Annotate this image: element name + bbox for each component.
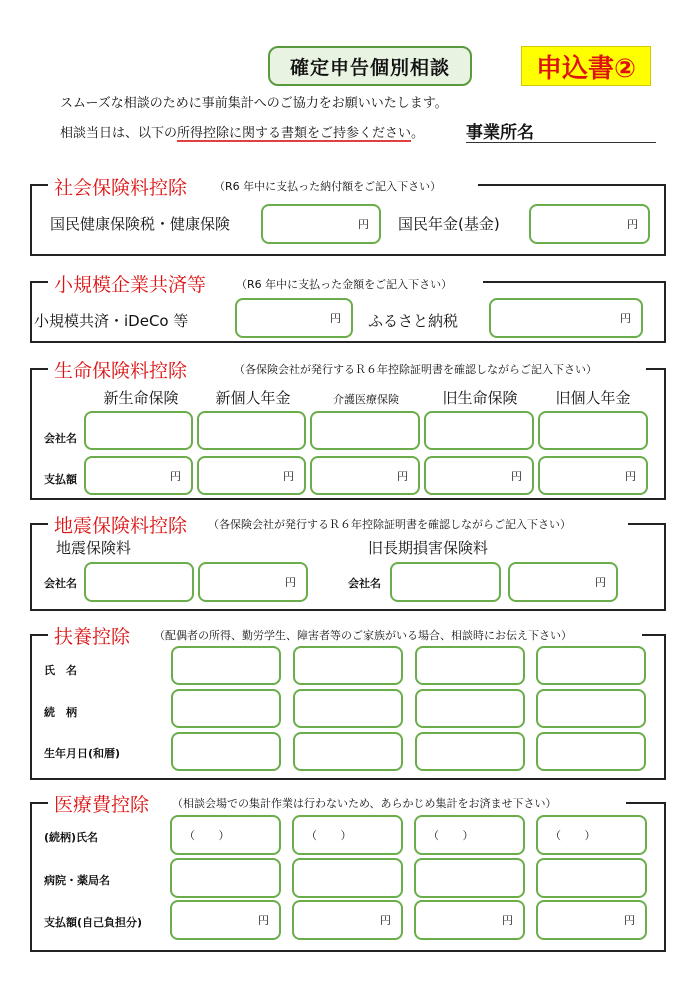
medical-payment-field[interactable]: 円 xyxy=(536,900,647,940)
medical-note: （相談会場での集計作業は行わないため、あらかじめ集計をお済ませ下さい） xyxy=(172,797,557,810)
intro-line-2-a: 相談当日は、以下の xyxy=(60,126,178,141)
small-business-ideco-label: 小規模共済・iDeCo 等 xyxy=(34,312,189,330)
life-company-field[interactable] xyxy=(84,411,193,450)
medical-hospital-label: 病院・薬局名 xyxy=(44,874,110,887)
intro-line-2-emphasis: 所得控除に関する書類をご持参ください xyxy=(177,126,412,141)
hometown-tax-label: ふるさと納税 xyxy=(368,312,459,330)
intro-line-2 xyxy=(60,122,424,141)
page-title: 確定申告個別相談 xyxy=(268,46,472,86)
dependent-birthdate-field[interactable] xyxy=(293,732,403,771)
office-name-line[interactable] xyxy=(466,142,656,143)
medical-payment-field[interactable]: 円 xyxy=(414,900,525,940)
life-insurance-title: 生命保険料控除 xyxy=(54,360,188,382)
national-pension-label: 国民年金(基金) xyxy=(398,215,500,233)
dependent-relation-field[interactable] xyxy=(293,689,403,728)
medical-payment-field[interactable]: 円 xyxy=(170,900,281,940)
small-business-note: （R6 年中に支払った金額をご記入下さい） xyxy=(236,278,453,291)
medical-title: 医療費控除 xyxy=(54,794,150,816)
dependents-note: （配偶者の所得、勤労学生、障害者等のご家族がいる場合、相談時にお伝え下さい） xyxy=(154,629,572,642)
small-business-title: 小規模企業共済等 xyxy=(54,274,207,296)
intro-line-2-c: 。 xyxy=(411,126,425,141)
dependent-relation-field[interactable] xyxy=(415,689,525,728)
long-term-damage-col-label: 旧長期損害保険料 xyxy=(368,539,489,557)
medical-payment-field[interactable]: 円 xyxy=(292,900,403,940)
dependent-name-label: 氏 名 xyxy=(44,664,77,677)
hometown-tax-field[interactable]: 円 xyxy=(489,298,643,338)
medical-patient-field[interactable]: （ ） xyxy=(170,815,281,855)
long-term-company-label: 会社名 xyxy=(348,577,381,590)
earthquake-company-field[interactable] xyxy=(84,562,194,602)
earthquake-company-label: 会社名 xyxy=(44,577,77,590)
dependent-name-field[interactable] xyxy=(536,646,646,685)
national-health-insurance-field[interactable]: 円 xyxy=(261,204,381,244)
col-nursing-medical: 介護医療保険 xyxy=(333,393,399,406)
national-pension-field[interactable]: 円 xyxy=(529,204,650,244)
earthquake-insurance-note: （各保険会社が発行するＲ６年控除証明書を確認しながらご記入下さい） xyxy=(208,518,571,531)
dependent-relation-field[interactable] xyxy=(536,689,646,728)
long-term-company-field[interactable] xyxy=(390,562,501,602)
small-business-ideco-field[interactable]: 円 xyxy=(235,298,353,338)
social-insurance-note: （R6 年中に支払った納付額をご記入下さい） xyxy=(214,180,442,193)
national-health-insurance-label: 国民健康保険税・健康保険 xyxy=(50,215,231,233)
dependent-name-field[interactable] xyxy=(293,646,403,685)
life-payment-field[interactable]: 円 xyxy=(197,456,306,495)
medical-hospital-field[interactable] xyxy=(536,858,647,898)
dependent-birthdate-field[interactable] xyxy=(536,732,646,771)
life-company-field[interactable] xyxy=(197,411,306,450)
medical-patient-label: (続柄)氏名 xyxy=(44,831,99,844)
col-new-annuity: 新個人年金 xyxy=(215,389,291,407)
life-insurance-note: （各保険会社が発行するＲ６年控除証明書を確認しながらご記入下さい） xyxy=(234,363,597,376)
col-new-life: 新生命保険 xyxy=(103,389,179,407)
dependent-birthdate-label: 生年月日(和暦) xyxy=(44,747,121,760)
life-company-field[interactable] xyxy=(310,411,420,450)
col-old-annuity: 旧個人年金 xyxy=(555,389,631,407)
medical-payment-label: 支払額(自己負担分) xyxy=(44,916,143,929)
medical-hospital-field[interactable] xyxy=(414,858,525,898)
col-old-life: 旧生命保険 xyxy=(442,389,518,407)
dependents-title: 扶養控除 xyxy=(54,626,131,648)
intro-line-1: スムーズな相談のために事前集計へのご協力をお願いいたします。 xyxy=(60,96,448,111)
application-badge: 申込書② xyxy=(521,46,651,86)
dependent-name-field[interactable] xyxy=(415,646,525,685)
medical-hospital-field[interactable] xyxy=(170,858,281,898)
earthquake-insurance-title: 地震保険料控除 xyxy=(54,515,188,537)
medical-hospital-field[interactable] xyxy=(292,858,403,898)
earthquake-col-label: 地震保険料 xyxy=(56,539,132,557)
dependent-birthdate-field[interactable] xyxy=(171,732,281,771)
earthquake-amount-field[interactable]: 円 xyxy=(198,562,308,602)
long-term-amount-field[interactable]: 円 xyxy=(508,562,618,602)
life-payment-field[interactable]: 円 xyxy=(84,456,193,495)
life-company-label: 会社名 xyxy=(44,432,77,445)
social-insurance-title: 社会保険料控除 xyxy=(54,177,188,199)
dependent-birthdate-field[interactable] xyxy=(415,732,525,771)
life-payment-field[interactable]: 円 xyxy=(424,456,534,495)
office-name-label: 事業所名 xyxy=(466,123,534,143)
medical-patient-field[interactable]: （ ） xyxy=(292,815,403,855)
dependent-relation-field[interactable] xyxy=(171,689,281,728)
dependent-relation-label: 続 柄 xyxy=(44,706,77,719)
life-payment-label: 支払額 xyxy=(44,473,77,486)
life-company-field[interactable] xyxy=(424,411,534,450)
life-company-field[interactable] xyxy=(538,411,648,450)
life-payment-field[interactable]: 円 xyxy=(310,456,420,495)
medical-patient-field[interactable]: （ ） xyxy=(414,815,525,855)
medical-patient-field[interactable]: （ ） xyxy=(536,815,647,855)
life-payment-field[interactable]: 円 xyxy=(538,456,648,495)
dependent-name-field[interactable] xyxy=(171,646,281,685)
